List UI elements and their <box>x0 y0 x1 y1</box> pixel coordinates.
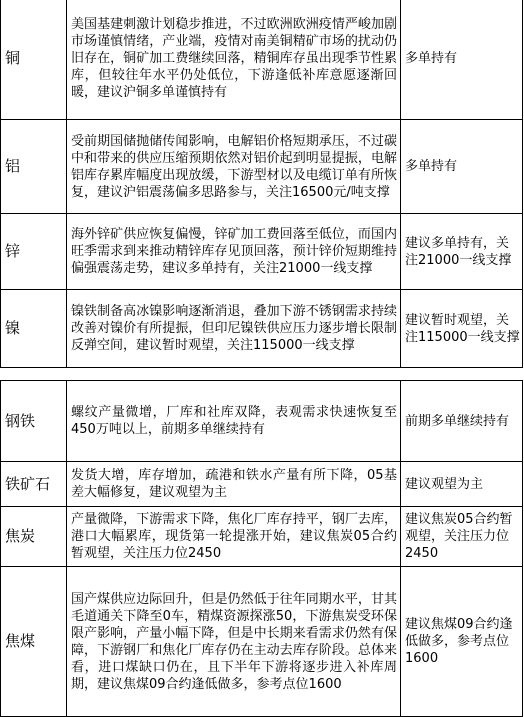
market-commentary: 海外锌矿供应恢复偏慢，锌矿加工费回落至低位，而国内旺季需求到来推动精锌库存见顶回落，预计锌价短期维持偏强震荡走势，建议多单持有，关注21000一线支撑 <box>67 214 401 290</box>
trading-advice: 建议观望为主 <box>401 462 523 507</box>
trading-advice: 多单持有 <box>401 0 523 120</box>
table-row <box>1 507 523 567</box>
market-commentary: 镍铁制备高冰镍影响逐渐消退，叠加下游不锈钢需求持续改善对镍价有所提振，但印尼镍铁供应压力逐步增长限制反弹空间，建议暂时观望，关注115000一线支撑 <box>67 290 401 368</box>
table-row <box>1 290 523 368</box>
market-commentary: 发货大增，库存增加，疏港和铁水产量有所下降，05基差大幅修复，建议观望为主 <box>67 462 401 507</box>
commodity-name: 焦炭 <box>1 507 67 567</box>
market-commentary: 受前期国储抛储传闻影响，电解铝价格短期承压，不过碳中和带来的供应压缩预期依然对铝价起到明显提振，电解铝库存累库幅度出现放缓，下游型材以及电缆订单有所恢复，建议沪铝震荡偏多思路参与，关注16500元/吨支撑 <box>67 120 401 214</box>
ferrous-metals-table <box>0 380 523 717</box>
table-row <box>1 381 523 462</box>
commodity-name: 铝 <box>1 120 67 214</box>
table-row <box>1 214 523 290</box>
trading-advice: 建议焦煤09合约逢低做多，参考点位1600 <box>401 567 523 717</box>
commodity-name: 锌 <box>1 214 67 290</box>
market-commentary: 螺纹产量微增，厂库和社库双降，表观需求快速恢复至450万吨以上，前期多单继续持有 <box>67 381 401 462</box>
commodity-name: 铁矿石 <box>1 462 67 507</box>
trading-advice: 前期多单继续持有 <box>401 381 523 462</box>
commodity-name: 铜 <box>1 0 67 120</box>
commodity-name: 焦煤 <box>1 567 67 717</box>
market-commentary: 产量微降，下游需求下降，焦化厂库存持平，钢厂去库，港口大幅累库，现货第一轮提涨开始，建议焦炭05合约暂观望，关注压力位2450 <box>67 507 401 567</box>
table-row <box>1 567 523 717</box>
trading-advice: 多单持有 <box>401 120 523 214</box>
trading-advice: 建议暂时观望，关注115000一线支撑 <box>401 290 523 368</box>
market-commentary: 国产煤供应边际回升，但是仍然低于往年同期水平，甘其毛道通关下降至0车，精煤资源探涨50，下游焦炭受环保限产影响，产量小幅下降，但是中长期来看需求仍然有保障，下游钢厂和焦化厂库存仍在主动去库存阶段。总体来看，进口煤缺口仍在，且下半年下游将逐步进入补库周期，建议焦煤09合约逢低做多，参考点位1600 <box>67 567 401 717</box>
trading-advice: 建议焦炭05合约暂观望，关注压力位2450 <box>401 507 523 567</box>
trading-advice: 建议多单持有，关注21000一线支撑 <box>401 214 523 290</box>
commodity-name: 钢铁 <box>1 381 67 462</box>
table-row <box>1 462 523 507</box>
commodity-name: 镍 <box>1 290 67 368</box>
table-row <box>1 120 523 214</box>
table-row <box>1 0 523 120</box>
market-commentary: 美国基建刺激计划稳步推进，不过欧洲欧洲疫情严峻加剧市场谨慎情绪，产业端，疫情对南美铜精矿市场的扰动仍旧存在，铜矿加工费继续回落，精铜库存虽出现季节性累库，但较往年水平仍处低位，下游逢低补库意愿逐渐回暖，建议沪铜多单谨慎持有 <box>67 0 401 120</box>
